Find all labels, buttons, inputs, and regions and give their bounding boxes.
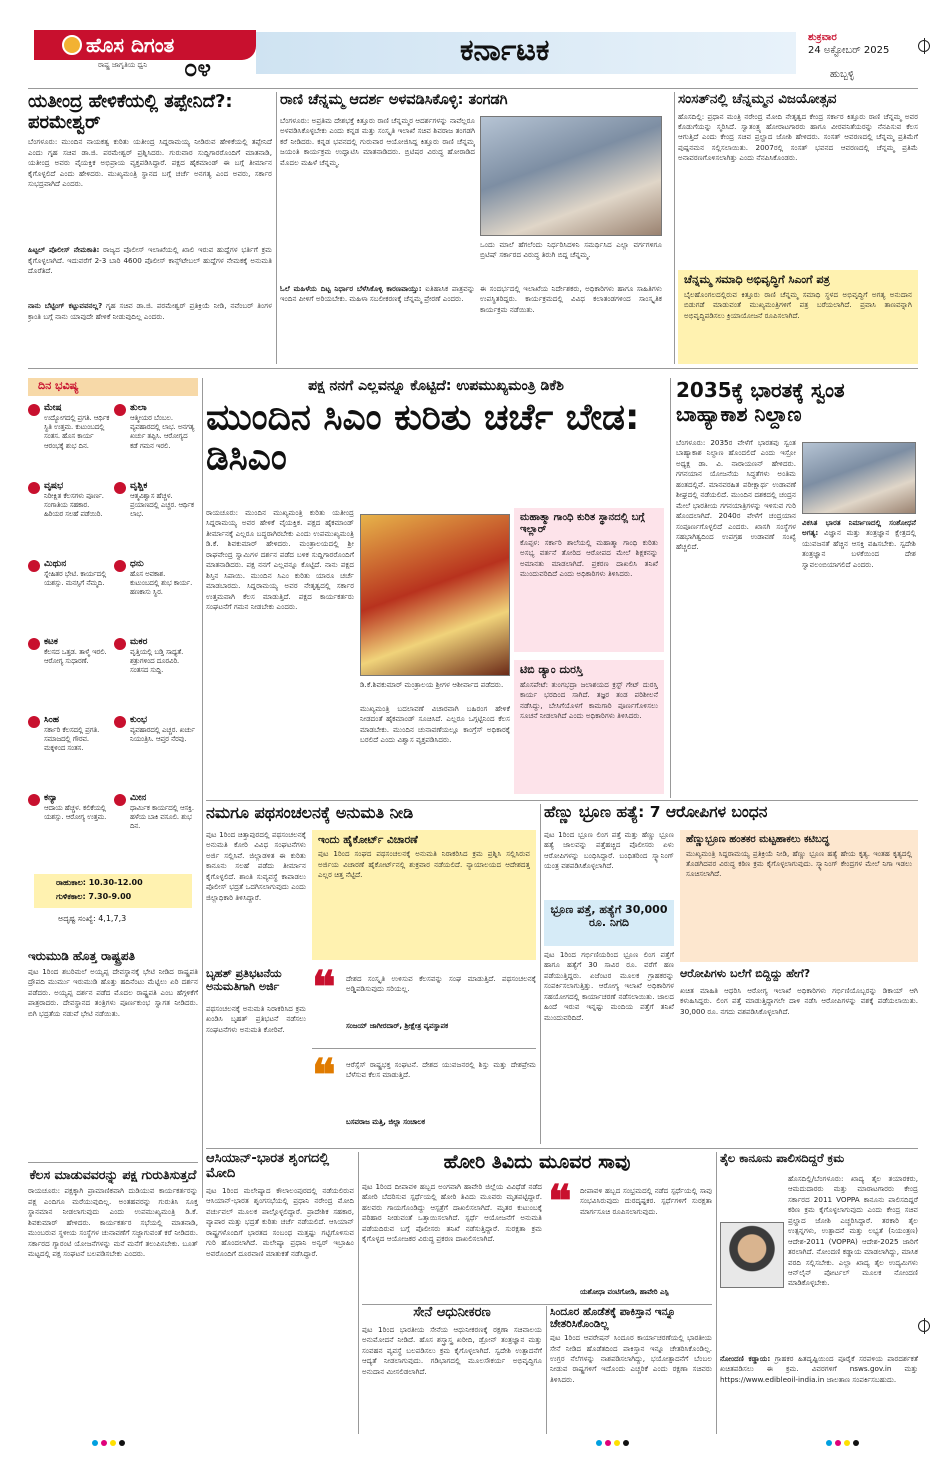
masthead <box>20 28 925 88</box>
article-body: ಬೈಲಹೊಂಗಲದಲ್ಲಿರುವ ಕಿತ್ತೂರು ರಾಣಿ ಚೆನ್ನಮ್ಮ ಸಮಾಧಿ ಸ್ಥಳದ ಅಭಿವೃದ್ಧಿಗೆ ಅಗತ್ಯ ಅನುದಾನ ಬಿಡುಗಡೆ ಮಾಡುವಂತೆ ಮುಖ್ಯಮಂತ್ರಿಗಳಿಗೆ ಪತ್ರ ಬರೆಯಲಾಗಿದೆ. ಪ್ರವಾಸಿ ತಾಣವನ್ನಾಗಿ ಅಭಿವೃದ್ಧಿಪಡಿಸಲು ಕ್ರಿಯಾಯೋಜನೆ ರೂಪಿಸಲಾಗಿದೆ. <box>684 289 912 320</box>
zodiac-text: ಆದಾಯ ಹೆಚ್ಚಳ. ಕಲಿಕೆಯಲ್ಲಿ ಯಶಸ್ಸು. ಆರೋಗ್ಯ ಉತ್ತಮ. <box>44 804 107 822</box>
zodiac-sign <box>114 558 196 632</box>
article-body: ಪುಟ 1ರಿಂದ ಸಂಘದ ಪಥಸಂಚಲನಕ್ಕೆ ಅನುಮತಿ ನಿರಾಕರಿಸಿದ ಕ್ರಮ ಪ್ರಶ್ನಿಸಿ ಸಲ್ಲಿಸಿರುವ ಅರ್ಜಿಯ ವಿಚಾರಣೆ ಹೈಕೋರ್ಟ್‌ನಲ್ಲಿ ಶುಕ್ರವಾರ ನಡೆಯಲಿದೆ. ನ್ಯಾಯಾಲಯದ ಆದೇಶದತ್ತ ಎಲ್ಲರ ಚಿತ್ತ ನೆಟ್ಟಿದೆ. <box>318 849 530 879</box>
article-body: ಹೊಸದಿಲ್ಲಿ: ಪ್ರಧಾನ ಮಂತ್ರಿ ನರೇಂದ್ರ ಮೋದಿ ನೇತೃತ್ವದ ಕೇಂದ್ರ ಸರ್ಕಾರ ಕಿತ್ತೂರು ರಾಣಿ ಚೆನ್ನಮ್ಮ ಅವರ ಕೊಡುಗೆಯನ್ನು ಸ್ಮರಿಸಿದೆ. ಸ್ವಾತಂತ್ರ್ಯ ಹೋರಾಟಗಾರರು ಹಾಗೂ ವೀರವನಿತೆಯರನ್ನು ನೆನಪಿಸುವ ಕೆಲಸ ಆಗುತ್ತಿದೆ ಎಂದು ಕೇಂದ್ರ ಸಚಿವ ಪ್ರಲ್ಹಾದ ಜೋಶಿ ಹೇಳಿದರು. ಸಂಸತ್ ಆವರಣದಲ್ಲಿ ಚೆನ್ನಮ್ಮ ಪ್ರತಿಮೆಗೆ ಪುಷ್ಪನಮನ ಸಲ್ಲಿಸಲಾಯಿತು. 2007ರಲ್ಲಿ ಸಂಸತ್ ಭವನದ ಆವರಣದಲ್ಲಿ ಚೆನ್ನಮ್ಮ ಪ್ರತಿಮೆ ಅನಾವರಣಗೊಳಿಸಲಾಗಿತ್ತು ಎಂದು ನೆನಪಿಸಿಕೊಂಡರು. <box>678 111 918 163</box>
quote: ದೇಶದ ಸಂಸ್ಕೃತಿ ಉಳಿಸುವ ಕೆಲಸವನ್ನು ಸಂಘ ಮಾಡುತ್ತಿದೆ. ಪಥಸಂಚಲನಕ್ಕೆ ಅಡ್ಡಿಪಡಿಸುವುದು ಸರಿಯಲ್ಲ. <box>346 974 536 994</box>
photo-caption: ಡಿ.ಕೆ.ಶಿವಕುಮಾರ್ ಮಂತ್ರಾಲಯ ಶ್ರೀಗಳ ಆಶೀರ್ವಾದ ಪಡೆದರು. <box>360 680 504 689</box>
article-body: ಕೊಪ್ಪಳ: ಸರ್ಕಾರಿ ಶಾಲೆಯಲ್ಲಿ ಮಹಾತ್ಮಾ ಗಾಂಧಿ ಕುರಿತು ಅಸಭ್ಯ ವರ್ತನೆ ತೋರಿದ ಆರೋಪದ ಮೇಲೆ ಶಿಕ್ಷಕನನ್ನು ಅಮಾನತು ಮಾಡಲಾಗಿದೆ. ಪ್ರಕರಣ ದಾಖಲಿಸಿ ತನಿಖೆ ಮುಂದುವರಿದಿದೆ ಎಂದು ಅಧಿಕಾರಿಗಳು ತಿಳಿಸಿದರು. <box>520 538 658 579</box>
zodiac-name: ಕುಂಭ <box>130 715 148 725</box>
zodiac-text: ಕೆಲಸದ ಒತ್ತಡ. ತಾಳ್ಮೆ ಇರಲಿ. ಆರೋಗ್ಯ ಸುಧಾರಣೆ. <box>44 648 107 666</box>
article-body: ಮುಖ್ಯಮಂತ್ರಿ ಬದಲಾವಣೆ ವಿಚಾರವಾಗಿ ಬಹಿರಂಗ ಹೇಳಿಕೆ ನೀಡದಂತೆ ಹೈಕಮಾಂಡ್ ಸೂಚಿಸಿದೆ. ಎಲ್ಲರೂ ಒಗ್ಗಟ್ಟಿನಿಂದ ಕೆಲಸ ಮಾಡಬೇಕು. ಮುಂದಿನ ಚುನಾವಣೆಯಲ್ಲೂ ಕಾಂಗ್ರೆಸ್ ಅಧಿಕಾರಕ್ಕೆ ಬರಲಿದೆ ಎಂದು ವಿಶ್ವಾಸ ವ್ಯಕ್ತಪಡಿಸಿದರು. <box>360 704 510 745</box>
zodiac-text: ವೃತ್ತಿಯಲ್ಲಿ ಬಡ್ತಿ ಸಾಧ್ಯತೆ. ಶತ್ರುಗಳಿಂದ ದೂರವಿರಿ. ಸಂತಸದ ಸುದ್ದಿ. <box>130 648 184 675</box>
article-bull <box>362 1152 712 1302</box>
weekday: ಶುಕ್ರವಾರ <box>808 32 837 43</box>
article-march <box>206 804 536 1144</box>
article-workers <box>28 1168 198 1433</box>
logo-tagline: ರಾಷ್ಟ್ರ ಜಾಗೃತಿಯ ಧ್ವನಿ <box>98 61 148 69</box>
headline: ಕೆಲಸ ಮಾಡುವವರನ್ನು ಪಕ್ಷ ಗುರುತಿಸುತ್ತದೆ <box>29 1167 197 1182</box>
headline: ಭ್ರೂಣ ಪತ್ತೆ, ಹತ್ಯೆಗೆ 30,000 ರೂ. ನಿಗದಿ <box>550 903 668 929</box>
headline: ಇಂದು ಹೈಕೋರ್ಟ್ ವಿಚಾರಣೆ <box>318 834 418 846</box>
zodiac-text: ವ್ಯವಹಾರದಲ್ಲಿ ಎಚ್ಚರ. ಖರ್ಚು ನಿಯಂತ್ರಿಸಿ. ಆಪ್ತರ ನೆರವು. <box>130 726 195 744</box>
box-highcourt <box>312 830 536 960</box>
article-parameshwar <box>28 92 272 362</box>
section-title: ಕರ್ನಾಟಕ <box>460 33 550 68</box>
zodiac-sign <box>114 636 196 710</box>
article-body: ಮುಖ್ಯಮಂತ್ರಿ ಸಿದ್ದರಾಮಯ್ಯ ಪ್ರತಿಕ್ರಿಯೆ ನೀಡಿ, ಹೆಣ್ಣು ಭ್ರೂಣ ಹತ್ಯೆ ಹೇಯ ಕೃತ್ಯ. ಇಂತಹ ಕೃತ್ಯದಲ್ಲಿ ತೊಡಗಿದವರ ವಿರುದ್ಧ ಕಠಿಣ ಕ್ರಮ ಕೈಗೊಳ್ಳಲಾಗುವುದು. ಸ್ಕ್ಯಾನಿಂಗ್ ಕೇಂದ್ರಗಳ ಮೇಲೆ ನಿಗಾ ಇಡಲು ಸೂಚಿಸಲಾಗಿದೆ. <box>686 848 912 879</box>
zodiac-text: ಸರ್ಕಾರಿ ಕೆಲಸದಲ್ಲಿ ಪ್ರಗತಿ. ಸಮಾಜದಲ್ಲಿ ಗೌರವ. ಮಕ್ಕಳಿಂದ ಸಂತಸ. <box>44 726 100 753</box>
headline: ಸಿಂದೂರ ಹೊಡೆತಕ್ಕೆ ಪಾಕಿಸ್ತಾನ ಇನ್ನೂ ಚೇತರಿಸಿಕೊಂಡಿಲ್ಲ <box>550 1306 676 1331</box>
zodiac-text: ಸ್ನೇಹಿತರ ಭೇಟಿ. ಕಾರ್ಯದಲ್ಲಿ ಯಶಸ್ಸು. ಮನಸ್ಸಿಗೆ ನೆಮ್ಮದಿ. <box>44 570 107 588</box>
zodiac-sign <box>114 714 196 788</box>
color-dots <box>826 1440 859 1446</box>
box-gandhi <box>514 508 664 652</box>
zodiac-sign <box>114 402 196 476</box>
article-body: ಪುಟ 1ರಿಂದ ಆಪರೇಷನ್ ಸಿಂದೂರ ಕಾರ್ಯಾಚರಣೆಯಲ್ಲಿ ಭಾರತೀಯ ಸೇನೆ ನೀಡಿದ ಹೊಡೆತದಿಂದ ಪಾಕಿಸ್ತಾನ ಇನ್ನೂ ಚೇತರಿಸಿಕೊಂಡಿಲ್ಲ. ಉಗ್ರರ ನೆಲೆಗಳನ್ನು ನಾಶಪಡಿಸಲಾಗಿದ್ದು, ಭಯೋತ್ಪಾದನೆಗೆ ಬೆಂಬಲ ನೀಡುವ ರಾಷ್ಟ್ರಗಳಿಗೆ ಇದೊಂದು ಎಚ್ಚರಿಕೆ ಎಂದು ರಕ್ಷಣಾ ಸಚಿವರು ತಿಳಿಸಿದರು. <box>550 1333 712 1384</box>
headline: ಸಂಸತ್‌ನಲ್ಲಿ ಚೆನ್ನಮ್ಮನ ವಿಜಯೋತ್ಸವ <box>678 91 837 107</box>
subhead: ವಿಕಸಿತ ಭಾರತ ನಿರ್ಮಾಣದಲ್ಲಿ ಸಂಶೋಧನೆ ಅಗತ್ಯ: <box>802 518 916 538</box>
zodiac-name: ಧನು <box>130 559 144 569</box>
city: ಹುಬ್ಬಳ್ಳಿ <box>830 69 855 80</box>
article-body: ರಾಯಚೂರು: ಮುಂದಿನ ಮುಖ್ಯಮಂತ್ರಿ ಕುರಿತು ಯತೀಂದ್ರ ಸಿದ್ದರಾಮಯ್ಯ ಅವರ ಹೇಳಿಕೆ ವೈಯಕ್ತಿಕ. ಪಕ್ಷದ ಹೈಕಮಾಂಡ್ ತೀರ್ಮಾನಕ್ಕೆ ಎಲ್ಲರೂ ಬದ್ಧರಾಗಿರಬೇಕು ಎಂದು ಉಪಮುಖ್ಯಮಂತ್ರಿ ಡಿ.ಕೆ. ಶಿವಕುಮಾರ್ ಹೇಳಿದರು. ಮಂತ್ರಾಲಯದಲ್ಲಿ ಶ್ರೀ ರಾಘವೇಂದ್ರ ಸ್ವಾಮಿಗಳ ದರ್ಶನ ಪಡೆದ ಬಳಿಕ ಸುದ್ದಿಗಾರರೊಂದಿಗೆ ಮಾತನಾಡಿದರು. ಪಕ್ಷ ನನಗೆ ಎಲ್ಲವನ್ನೂ ಕೊಟ್ಟಿದೆ. ನಾನು ಪಕ್ಷದ ಶಿಸ್ತಿನ ಸಿಪಾಯಿ. ಮುಂದಿನ ಸಿಎಂ ಕುರಿತು ಯಾರೂ ಚರ್ಚೆ ಮಾಡಬಾರದು. ಸಿದ್ದರಾಮಯ್ಯ ಅವರ ನೇತೃತ್ವದಲ್ಲಿ ಸರ್ಕಾರ ಉತ್ತಮವಾಗಿ ಕೆಲಸ ಮಾಡುತ್ತಿದೆ. ಪಕ್ಷದ ಕಾರ್ಯಕರ್ತರು ಸಂಘಟನೆಗೆ ಗಮನ ನೀಡಬೇಕು ಎಂದರು. <box>206 508 354 611</box>
article-body: ಖಚಿತ ಮಾಹಿತಿ ಆಧರಿಸಿ ಆರೋಗ್ಯ ಇಲಾಖೆ ಅಧಿಕಾರಿಗಳು ಗರ್ಭಿಣಿಯೊಬ್ಬರನ್ನು ಡಿಕಾಯ್ ಆಗಿ ಕಳುಹಿಸಿದ್ದರು. ಲಿಂಗ ಪತ್ತೆ ಮಾಡುತ್ತಿದ್ದಾಗಲೇ ದಾಳಿ ನಡೆಸಿ ಆರೋಪಿಗಳನ್ನು ವಶಕ್ಕೆ ಪಡೆಯಲಾಯಿತು. 30,000 ರೂ. ನಗದು ವಶಪಡಿಸಿಕೊಳ್ಳಲಾಗಿದೆ. <box>680 986 918 1016</box>
zodiac-name: ಕನ್ಯಾ <box>44 793 58 803</box>
headline: ಹೆಣ್ಣುಭ್ರೂಣ ಹಂತಕರ ಮಟ್ಟಹಾಕಲು ಕಟಿಬದ್ಧ <box>686 834 830 845</box>
article-sindoor <box>550 1306 712 1434</box>
zodiac-sign <box>114 792 196 866</box>
article-parliament <box>678 92 918 267</box>
horoscope-title: ದಿನ ಭವಿಷ್ಯ <box>38 379 79 392</box>
article-body: ಬೆಂಗಳೂರು: ಮುಂದಿನ ನಾಯಕತ್ವ ಕುರಿತು ಯತೀಂದ್ರ ಸಿದ್ದರಾಮಯ್ಯ ನೀಡಿರುವ ಹೇಳಿಕೆಯಲ್ಲಿ ತಪ್ಪೇನಿದೆ ಎಂದು ಗೃಹ ಸಚಿವ ಡಾ.ಜಿ. ಪರಮೇಶ್ವರ್ ಪ್ರಶ್ನಿಸಿದರು. ಗುರುವಾರ ಸುದ್ದಿಗಾರರೊಂದಿಗೆ ಮಾತನಾಡಿ, ಯತೀಂದ್ರ ಅವರು ವೈಯಕ್ತಿಕ ಅಭಿಪ್ರಾಯ ವ್ಯಕ್ತಪಡಿಸಿದ್ದಾರೆ. ಪಕ್ಷದ ಹೈಕಮಾಂಡ್ ಈ ಬಗ್ಗೆ ತೀರ್ಮಾನ ಕೈಗೊಳ್ಳಲಿದೆ ಎಂದು ಹೇಳಿದರು. ಮುಖ್ಯಮಂತ್ರಿ ಸ್ಥಾನದ ಬಗ್ಗೆ ಚರ್ಚೆ ಅನಗತ್ಯ ಎಂದ ಅವರು, ಸರ್ಕಾರ ಸುಭದ್ರವಾಗಿದೆ ಎಂದರು. <box>28 137 272 189</box>
zodiac-text: ಆತ್ಮೀಯರ ಬೆಂಬಲ. ವ್ಯವಹಾರದಲ್ಲಿ ಲಾಭ. ಅನಗತ್ಯ ಖರ್ಚು ತಪ್ಪಿಸಿ. ಆರೋಗ್ಯದ ಕಡೆ ಗಮನ ಇರಲಿ. <box>130 414 195 450</box>
zodiac-icon <box>114 404 126 416</box>
box-price <box>544 900 674 946</box>
logo-text: ಹೊಸ ದಿಗಂತ <box>86 33 175 57</box>
article-body: ಪುಟ 1ರಿಂದ ಭ್ರೂಣ ಲಿಂಗ ಪತ್ತೆ ಮತ್ತು ಹೆಣ್ಣು ಭ್ರೂಣ ಹತ್ಯೆ ಜಾಲವನ್ನು ಪತ್ತೆಹಚ್ಚಿದ ಪೊಲೀಸರು ಏಳು ಆರೋಪಿಗಳನ್ನು ಬಂಧಿಸಿದ್ದಾರೆ. ಬಂಧಿತರಿಂದ ಸ್ಕ್ಯಾನಿಂಗ್ ಯಂತ್ರ ವಶಪಡಿಸಿಕೊಳ್ಳಲಾಗಿದೆ. <box>544 830 674 871</box>
quote: ಆರೆಸ್ಸೆಸ್ ರಾಷ್ಟ್ರಭಕ್ತ ಸಂಘಟನೆ. ದೇಶದ ಯುವಜನರಲ್ಲಿ ಶಿಸ್ತು ಮತ್ತು ದೇಶಪ್ರೇಮ ಬೆಳೆಸುವ ಕೆಲಸ ಮಾಡುತ್ತಿದೆ. <box>346 1060 536 1080</box>
zodiac-sign <box>28 714 110 788</box>
article-oil <box>720 1152 918 1434</box>
chennamma-photo <box>480 116 662 236</box>
article-dcm <box>206 378 666 796</box>
article-body: ಹೊಸಪೇಟೆ: ತುಂಗಭದ್ರಾ ಜಲಾಶಯದ ಕ್ರಸ್ಟ್ ಗೇಟ್ ದುರಸ್ತಿ ಕಾರ್ಯ ಭರದಿಂದ ಸಾಗಿದೆ. ತಜ್ಞರ ತಂಡ ಪರಿಶೀಲನೆ ನಡೆಸಿದ್ದು, ಬೇಸಿಗೆಯೊಳಗೆ ಕಾಮಗಾರಿ ಪೂರ್ಣಗೊಳಿಸಲು ಸೂಚನೆ ನೀಡಲಾಗಿದೆ ಎಂದು ಅಧಿಕಾರಿಗಳು ತಿಳಿಸಿದರು. <box>520 679 658 720</box>
zodiac-text: ಧಾರ್ಮಿಕ ಕಾರ್ಯದಲ್ಲಿ ಆಸಕ್ತಿ. ಹಳೆಯ ಬಾಕಿ ವಸೂಲಿ. ಶುಭ ದಿನ. <box>130 804 194 831</box>
zodiac-sign <box>28 636 110 710</box>
article-body: ಈ ಸಂದರ್ಭದಲ್ಲಿ ಇಲಾಖೆಯ ನಿರ್ದೇಶಕರು, ಅಧಿಕಾರಿಗಳು ಹಾಗೂ ಸಾಹಿತಿಗಳು ಉಪಸ್ಥಿತರಿದ್ದರು. ಕಾರ್ಯಕ್ರಮದಲ್ಲಿ ವಿವಿಧ ಕಲಾತಂಡಗಳಿಂದ ಸಾಂಸ್ಕೃತಿಕ ಕಾರ್ಯಕ್ರಮ ನಡೆಯಿತು. <box>480 284 662 314</box>
article-body: ಪುಟ 1ರಿಂದ ಶಬರಿಮಲೆ ಅಯ್ಯಪ್ಪ ದೇವಸ್ಥಾನಕ್ಕೆ ಭೇಟಿ ನೀಡಿದ ರಾಷ್ಟ್ರಪತಿ ದ್ರೌಪದಿ ಮುರ್ಮು ಇರುಮುಡಿ ಹೊತ್ತು ಹದಿನೆಂಟು ಮೆಟ್ಟಿಲು ಏರಿ ದರ್ಶನ ಪಡೆದರು. ಅಯ್ಯಪ್ಪ ದರ್ಶನ ಪಡೆದ ಮೊದಲ ರಾಷ್ಟ್ರಪತಿ ಎಂಬ ಹೆಗ್ಗಳಿಕೆಗೆ ಪಾತ್ರರಾದರು. ದೇವಸ್ಥಾನದ ತಂತ್ರಿಗಳು ಪೂರ್ಣಕುಂಭ ಸ್ವಾಗತ ನೀಡಿದರು. ಬಿಗಿ ಭದ್ರತೆಯ ನಡುವೆ ಭೇಟಿ ನಡೆಯಿತು. <box>28 966 198 1018</box>
zodiac-icon <box>28 404 40 416</box>
quote: ದೀಪಾವಳಿ ಹಬ್ಬದ ಸಂಭ್ರಮದಲ್ಲಿ ನಡೆದ ಸ್ಪರ್ಧೆಯಲ್ಲಿ ಸಾವು ಸಂಭವಿಸಿರುವುದು ದುರದೃಷ್ಟಕರ. ಸ್ಪರ್ಧೆಗಳಿಗೆ ಸುರಕ್ಷತಾ ಮಾರ್ಗಸೂಚಿ ರೂಪಿಸಲಾಗುವುದು. <box>580 1186 712 1216</box>
box-tb-dam <box>514 660 664 794</box>
article-asean <box>206 1152 354 1434</box>
zodiac-icon <box>114 482 126 494</box>
article-irumudi <box>28 950 198 1070</box>
zodiac-sign <box>28 402 110 476</box>
quote-mark-icon: ❝ <box>312 962 336 1013</box>
rahukala: ರಾಹುಕಾಲ: 10.30-12.00 <box>56 878 143 887</box>
logo <box>34 30 256 82</box>
lucky-numbers: ಅದೃಷ್ಟ ಸಂಖ್ಯೆ: 4,1,7,3 <box>58 914 127 923</box>
zodiac-name: ಮಿಥುನ <box>44 559 67 569</box>
article-space <box>676 378 918 796</box>
photo-caption: ಒಂದು ಮಾಲೆ ಹೆಗಲೆಂದು ನಿರ್ಧರಿಸಿದಳಿನಿ ಸಮರ್ಥಿಸಿದ ಎಲ್ಲಾ ವರ್ಗಗಳಿಗೂ ಬ್ರಿಟಿಷ್ ಸರ್ಕಾರದ ವಿರುದ್ಧ ತಿರುಗಿ ಬಿದ್ದ ಚೆನ್ನಮ್ಮ. <box>480 240 662 260</box>
horoscope-panel <box>28 378 198 946</box>
zodiac-name: ಸಿಂಹ <box>44 715 60 725</box>
article-body: ಪುಟ 1ರಿಂದ ಗರ್ಭಿಣಿಯರಿಂದ ಭ್ರೂಣ ಲಿಂಗ ಪತ್ತೆಗೆ ಹಾಗೂ ಹತ್ಯೆಗೆ 30 ಸಾವಿರ ರೂ. ವರೆಗೆ ಹಣ ಪಡೆಯುತ್ತಿದ್ದರು. ಏಜೆಂಟರ ಮೂಲಕ ಗ್ರಾಹಕರನ್ನು ಸಂಪರ್ಕಿಸಲಾಗುತ್ತಿತ್ತು. ಆರೋಗ್ಯ ಇಲಾಖೆ ಅಧಿಕಾರಿಗಳ ಸಹಯೋಗದಲ್ಲಿ ಕಾರ್ಯಾಚರಣೆ ನಡೆಸಲಾಯಿತು. ಜಾಲದ ಹಿಂದೆ ಇರುವ ಇನ್ನಷ್ಟು ಮಂದಿಯ ಪತ್ತೆಗೆ ತನಿಖೆ ಮುಂದುವರಿದಿದೆ. <box>544 950 674 1022</box>
zodiac-text: ಉದ್ಯೋಗದಲ್ಲಿ ಪ್ರಗತಿ. ಆರ್ಥಿಕ ಸ್ಥಿತಿ ಉತ್ತಮ. ಕುಟುಂಬದಲ್ಲಿ ಸಂತಸ. ಹೊಸ ಕಾರ್ಯ ಆರಂಭಕ್ಕೆ ಶುಭ ದಿನ. <box>44 414 110 450</box>
zodiac-name: ಮೀನ <box>130 793 147 803</box>
headline: ಹೋರಿ ತಿವಿದು ಮೂವರ ಸಾವು <box>443 1151 631 1173</box>
zodiac-text: ನಿರೀಕ್ಷಿತ ಕೆಲಸಗಳು ಪೂರ್ಣ. ಸಂಗಾತಿಯ ಸಹಕಾರ. ಹಿರಿಯರ ಸಲಹೆ ಪಡೆಯಿರಿ. <box>44 492 104 519</box>
quote-author: ಬಸವರಾಜ ಮತ್ತಿ, ಜಿಲ್ಲಾ ಸಂಚಾಲಕ <box>346 1118 426 1126</box>
article-army <box>362 1306 542 1434</box>
article-chennamma <box>280 92 670 364</box>
zodiac-icon <box>28 638 40 650</box>
quote-mark-icon: ❝ <box>548 1176 572 1227</box>
subhead-body: ಗೃಹ ಸಚಿವ ಡಾ.ಜಿ. ಪರಮೇಶ್ವರ್ ಪ್ರತಿಕ್ರಿಯೆ ನೀಡಿ, ನವೆಂಬರ್ ತಿಂಗಳ ಕ್ರಾಂತಿ ಬಗ್ಗೆ ನಾನು ಯಾವುದೇ ಹೇಳಿಕೆ ನೀಡುವುದಿಲ್ಲ ಎಂದರು. <box>28 301 272 321</box>
headline: ಇರುಮುಡಿ ಹೊತ್ತ ರಾಷ್ಟ್ರಪತಿ <box>28 949 135 963</box>
quote-author: ಸಂಜಯ್ ಜಾಗೀರದಾರ್, ಶ್ರೀಕ್ಷೇತ್ರ ವ್ಯವಸ್ಥಾಪಕ <box>346 1022 449 1030</box>
subhead-body: ಗ್ರಾಹಕರ ಹಿತದೃಷ್ಟಿಯಿಂದ ಪೂರೈಕೆ ಸರಪಳಿಯ ಪಾರದರ್ಶಕತೆ ಖಚಿತಪಡಿಸಲು ಈ ಕ್ರಮ. ವಿವರಗಳಿಗೆ nsws.gov.in ಮತ್ತು https://www.edibleoil-india.in ಜಾಲತಾಣ ಸಂಪರ್ಕಿಸಬಹುದು. <box>720 1354 918 1384</box>
subhead: ಓಲೆ ಮಹಿಳೆಯ ದಿಟ್ಟ ನಿರ್ಧಾರ ಬೆಳೆಸಿಕೊಳ್ಳಿ ಕಾರಣವಾಯ್ತು: <box>280 284 422 293</box>
zodiac-sign <box>28 558 110 632</box>
zodiac-icon <box>114 638 126 650</box>
zodiac-name: ಕಟಕ <box>44 637 58 647</box>
headline: 2035ಕ್ಕೆ ಭಾರತಕ್ಕೆ ಸ್ವಂತ ಬಾಹ್ಯಾಕಾಶ ನಿಲ್ದಾಣ <box>676 378 845 426</box>
subhead-body: ಐತಿಹಾಸಿಕ ಪಾತ್ರವನ್ನು ಇಂದಿನ ಪೀಳಿಗೆ ಅರಿಯಬೇಕು. ಮಹಿಳಾ ಸಬಲೀಕರಣಕ್ಕೆ ಚೆನ್ನಮ್ಮ ಪ್ರೇರಣೆ ಎಂದರು. <box>280 284 475 304</box>
article-body: ಹೊಸದಿಲ್ಲಿ/ಬೆಂಗಳೂರು: ಖಾದ್ಯ ತೈಲ ತಯಾರಕರು, ಆಮದುದಾರರು ಮತ್ತು ಮಾರಾಟಗಾರರು ಕೇಂದ್ರ ಸರ್ಕಾರದ 2011 VOPPA ಕಾನೂನು ಪಾಲಿಸದಿದ್ದರೆ ಕಠಿಣ ಕ್ರಮ ಕೈಗೊಳ್ಳಲಾಗುವುದು ಎಂದು ಕೇಂದ್ರ ಸಚಿವ ಪ್ರಲ್ಹಾದ ಜೋಶಿ ಎಚ್ಚರಿಸಿದ್ದಾರೆ. ತರಕಾರಿ ತೈಲ ಉತ್ಪನ್ನಗಳು, ಉತ್ಪಾದನೆ ಮತ್ತು ಲಭ್ಯತೆ (ನಿಯಂತ್ರಣ) ಆದೇಶ-2011 (VOPPA) ಆದೇಶ-2025 ಜಾರಿಗೆ ತರಲಾಗಿದೆ. ನೋಂದಣಿ ಕಡ್ಡಾಯ ಮಾಡಲಾಗಿದ್ದು, ಮಾಸಿಕ ವರದಿ ಸಲ್ಲಿಸಬೇಕು. ಎಲ್ಲಾ ಖಾದ್ಯ ತೈಲ ಉದ್ಯಮಿಗಳು ಆನ್‌ಲೈನ್ ಪೋರ್ಟಲ್ ಮೂಲಕ ನೋಂದಣಿ ಮಾಡಿಕೊಳ್ಳಬೇಕು. <box>788 1174 918 1288</box>
quote-mark-icon: ❝ <box>312 1050 336 1101</box>
logo-emblem-icon <box>62 35 82 55</box>
subheadline: ಆರೋಪಿಗಳು ಬಲೆಗೆ ಬಿದ್ದಿದ್ದು ಹೇಗೆ? <box>680 967 811 980</box>
zodiac-icon <box>28 482 40 494</box>
zodiac-name: ತುಲಾ <box>130 403 147 413</box>
subheadline: ಬೃಹತ್ ಪ್ರತಿಭಟನೆಯ ಅನುಮತಿಗಾಗಿ ಅರ್ಜಿ <box>206 967 282 993</box>
headline: ಮಹಾತ್ಮಾ ಗಾಂಧಿ ಕುರಿತ ಸ್ಥಾನದಲ್ಲಿ ಬಗ್ಗೆ ಇಲ್ಲಾರ್ <box>520 512 645 535</box>
article-body: ಪುಟ 1ರಿಂದ ದೀಪಾವಳಿ ಹಬ್ಬದ ಅಂಗವಾಗಿ ಹಾವೇರಿ ಜಿಲ್ಲೆಯ ವಿವಿಧೆಡೆ ನಡೆದ ಹೋರಿ ಬೆದರಿಸುವ ಸ್ಪರ್ಧೆಯಲ್ಲಿ ಹೋರಿ ತಿವಿದು ಮೂವರು ಮೃತಪಟ್ಟಿದ್ದಾರೆ. ಹಲವರು ಗಾಯಗೊಂಡಿದ್ದು ಆಸ್ಪತ್ರೆಗೆ ದಾಖಲಿಸಲಾಗಿದೆ. ಮೃತರ ಕುಟುಂಬಕ್ಕೆ ಪರಿಹಾರ ನೀಡುವಂತೆ ಒತ್ತಾಯಿಸಲಾಗಿದೆ. ಸ್ಪರ್ಧೆ ಆಯೋಜನೆಗೆ ಅನುಮತಿ ಪಡೆಯದಿರುವ ಬಗ್ಗೆ ಪೊಲೀಸರು ತನಿಖೆ ನಡೆಸುತ್ತಿದ್ದಾರೆ. ಸುರಕ್ಷತಾ ಕ್ರಮ ಕೈಗೊಳ್ಳದ ಆಯೋಜಕರ ವಿರುದ್ಧ ಪ್ರಕರಣ ದಾಖಲಿಸಲಾಗಿದೆ. <box>362 1182 542 1244</box>
zodiac-text: ಹೊಸ ಅವಕಾಶ. ಕುಟುಂಬದಲ್ಲಿ ಶುಭ ಕಾರ್ಯ. ಹಣಕಾಸು ಸ್ಥಿರ. <box>130 570 193 597</box>
headline: ನಮಗೂ ಪಥಸಂಚಲನಕ್ಕೆ ಅನುಮತಿ ನೀಡಿ <box>206 803 414 822</box>
article-body: ಬೆಂಗಳೂರು: 2035ರ ವೇಳೆಗೆ ಭಾರತವು ಸ್ವಂತ ಬಾಹ್ಯಾಕಾಶ ನಿಲ್ದಾಣ ಹೊಂದಲಿದೆ ಎಂದು ಇಸ್ರೋ ಅಧ್ಯಕ್ಷ ಡಾ. ವಿ. ನಾರಾಯಣನ್ ಹೇಳಿದರು. ಗಗನಯಾನ ಯೋಜನೆಯ ಸಿದ್ಧತೆಗಳು ಅಂತಿಮ ಹಂತದಲ್ಲಿವೆ. ಮಾನವರಹಿತ ಪರೀಕ್ಷಾರ್ಥ ಉಡಾವಣೆ ಶೀಘ್ರದಲ್ಲಿ ನಡೆಯಲಿದೆ. ಮುಂದಿನ ದಶಕದಲ್ಲಿ ಚಂದ್ರನ ಮೇಲೆ ಭಾರತೀಯ ಗಗನಯಾತ್ರಿಗಳನ್ನು ಇಳಿಸುವ ಗುರಿ ಹೊಂದಲಾಗಿದೆ. 2040ರ ವೇಳೆಗೆ ಚಂದ್ರಯಾನ ಸಂಪೂರ್ಣಗೊಳ್ಳಲಿದೆ ಎಂದರು. ಖಾಸಗಿ ಸಂಸ್ಥೆಗಳ ಸಹಭಾಗಿತ್ವದಿಂದ ಉಪಗ್ರಹ ಉಡಾವಣೆ ಸಂಖ್ಯೆ ಹೆಚ್ಚಲಿದೆ. <box>676 438 796 552</box>
subhead-body: ರಾಜ್ಯದ ಪೊಲೀಸ್ ಇಲಾಖೆಯಲ್ಲಿ ಖಾಲಿ ಇರುವ ಹುದ್ದೆಗಳ ಭರ್ತಿಗೆ ಕ್ರಮ ಕೈಗೊಳ್ಳಲಾಗಿದೆ. ಇದುವರೆಗೆ 2-3 ಬಾರಿ 4600 ಪೊಲೀಸ್ ಕಾನ್ಸ್‌ಟೇಬಲ್ ಹುದ್ದೆಗಳ ನೇಮಕಕ್ಕೆ ಅನುಮತಿ ದೊರೆತಿದೆ. <box>28 245 272 276</box>
zodiac-name: ಮೇಷ <box>44 403 62 413</box>
zodiac-sign <box>28 480 110 554</box>
zodiac-grid <box>28 402 198 870</box>
quote-author: ಯಶೋಧಾ ವಂಟಿಗೋಡಿ, ಹಾವೇರಿ ಎಸ್ಪಿ <box>580 1288 669 1296</box>
article-body: ಪುಟ 1ರಿಂದ ಭಾರತೀಯ ಸೇನೆಯ ಆಧುನೀಕರಣಕ್ಕೆ ರಕ್ಷಣಾ ಸಚಿವಾಲಯ ಅನುಮೋದನೆ ನೀಡಿದೆ. ಹೊಸ ಶಸ್ತ್ರಾಸ್ತ್ರ ಖರೀದಿ, ಡ್ರೋನ್ ತಂತ್ರಜ್ಞಾನ ಮತ್ತು ಸಂವಹನ ವ್ಯವಸ್ಥೆ ಬಲಪಡಿಸಲು ಕ್ರಮ ಕೈಗೊಳ್ಳಲಾಗಿದೆ. ಸ್ವದೇಶಿ ಉತ್ಪಾದನೆಗೆ ಆದ್ಯತೆ ನೀಡಲಾಗುವುದು. ಗಡಿಭಾಗದಲ್ಲಿ ಮೂಲಸೌಕರ್ಯ ಅಭಿವೃದ್ಧಿಗೂ ಅನುದಾನ ಮೀಸಲಿಡಲಾಗಿದೆ. <box>362 1324 542 1376</box>
zodiac-text: ಆತ್ಮವಿಶ್ವಾಸ ಹೆಚ್ಚಳ. ಪ್ರಯಾಣದಲ್ಲಿ ಎಚ್ಚರ. ಆರ್ಥಿಕ ಲಾಭ. <box>130 492 194 519</box>
subhead: ನಾನು ಬೆಟ್ಟಿಂಗ್ ಕಟ್ಟುವವನಲ್ಲ? <box>28 301 103 311</box>
zodiac-icon <box>114 560 126 572</box>
headline: ಮುಂದಿನ ಸಿಎಂ ಕುರಿತು ಚರ್ಚೆ ಬೇಡ: ಡಿಸಿಎಂ <box>206 397 640 479</box>
zodiac-name: ವೃಶ್ಚಿಕ <box>130 481 148 491</box>
zodiac-icon <box>114 716 126 728</box>
color-dots <box>596 1440 629 1446</box>
article-body: ಪುಟ 1ರಿಂದ ಚಿತ್ತಾಪುರದಲ್ಲಿ ಪಥಸಂಚಲನಕ್ಕೆ ಅನುಮತಿ ಕೋರಿ ವಿವಿಧ ಸಂಘಟನೆಗಳು ಅರ್ಜಿ ಸಲ್ಲಿಸಿವೆ. ಜಿಲ್ಲಾಡಳಿತ ಈ ಕುರಿತು ಕಾನೂನು ಸಲಹೆ ಪಡೆದು ತೀರ್ಮಾನ ಕೈಗೊಳ್ಳಲಿದೆ. ಶಾಂತಿ ಸುವ್ಯವಸ್ಥೆ ಕಾಪಾಡಲು ಪೊಲೀಸ್ ಭದ್ರತೆ ಒದಗಿಸಲಾಗುವುದು ಎಂದು ಜಿಲ್ಲಾಧಿಕಾರಿ ತಿಳಿಸಿದ್ದಾರೆ. <box>206 830 306 902</box>
color-dots <box>92 1440 125 1446</box>
article-body: ಪುಟ 1ರಿಂದ ಮಲೇಷ್ಯಾದ ಕೌಲಾಲಂಪುರದಲ್ಲಿ ನಡೆಯಲಿರುವ ಆಸಿಯಾನ್-ಭಾರತ ಶೃಂಗಸಭೆಯಲ್ಲಿ ಪ್ರಧಾನಿ ನರೇಂದ್ರ ಮೋದಿ ವರ್ಚುವಲ್ ಮೂಲಕ ಪಾಲ್ಗೊಳ್ಳಲಿದ್ದಾರೆ. ಪ್ರಾದೇಶಿಕ ಸಹಕಾರ, ವ್ಯಾಪಾರ ಮತ್ತು ಭದ್ರತೆ ಕುರಿತು ಚರ್ಚೆ ನಡೆಯಲಿದೆ. ಆಸಿಯಾನ್ ರಾಷ್ಟ್ರಗಳೊಂದಿಗೆ ಭಾರತದ ಸಂಬಂಧ ಮತ್ತಷ್ಟು ಗಟ್ಟಿಗೊಳಿಸುವ ಗುರಿ ಹೊಂದಲಾಗಿದೆ. ಮಲೇಷ್ಯಾ ಪ್ರಧಾನಿ ಅನ್ವರ್ ಇಬ್ರಾಹಿಂ ಅವರೊಂದಿಗೆ ದೂರವಾಣಿ ಮಾತುಕತೆ ನಡೆಸಿದ್ದಾರೆ. <box>206 1185 354 1258</box>
zodiac-icon <box>28 716 40 728</box>
zodiac-icon <box>114 794 126 806</box>
dcm-photo <box>360 514 510 676</box>
headline: ಸೇನೆ ಆಧುನೀಕರಣ <box>413 1305 491 1320</box>
zodiac-icon <box>28 794 40 806</box>
headline: ತೈಲ ಕಾನೂನು ಪಾಲಿಸದಿದ್ದರೆ ಕ್ರಮ <box>720 1151 845 1165</box>
zodiac-name: ವೃಷಭ <box>44 481 64 491</box>
headline: ಚೆನ್ನಮ್ಮ ಸಮಾಧಿ ಅಭಿವೃದ್ಧಿಗೆ ಸಿಎಂಗೆ ಪತ್ರ <box>684 273 830 286</box>
page-number: ೦೪ <box>184 54 211 82</box>
zodiac-icon <box>28 560 40 572</box>
zodiac-sign <box>114 480 196 554</box>
box-samadhi <box>678 270 918 364</box>
subhead-body: ವಿಜ್ಞಾನ ಮತ್ತು ತಂತ್ರಜ್ಞಾನ ಕ್ಷೇತ್ರದಲ್ಲಿ ಯುವಜನತೆ ಹೆಚ್ಚಿನ ಆಸಕ್ತಿ ವಹಿಸಬೇಕು. ಸ್ವದೇಶಿ ತಂತ್ರಜ್ಞಾನ ಬಳಕೆಯಿಂದ ದೇಶ ಸ್ವಾವಲಂಬಿಯಾಗಲಿದೆ ಎಂದರು. <box>802 528 916 569</box>
subhead: ಹಿಟ್ಟಲ್ ಪೊಲೀಸ್ ನೇಮಕಾತಿ: <box>28 245 100 255</box>
oil-minister-photo <box>720 1222 784 1288</box>
article-body: ರಾಯಚೂರು: ಪಕ್ಷಕ್ಕಾಗಿ ಪ್ರಾಮಾಣಿಕವಾಗಿ ದುಡಿಯುವ ಕಾರ್ಯಕರ್ತರನ್ನು ಪಕ್ಷ ಎಂದಿಗೂ ಮರೆಯುವುದಿಲ್ಲ. ಅಂತಹವರನ್ನು ಗುರುತಿಸಿ ಸೂಕ್ತ ಸ್ಥಾನಮಾನ ನೀಡಲಾಗುವುದು ಎಂದು ಉಪಮುಖ್ಯಮಂತ್ರಿ ಡಿ.ಕೆ. ಶಿವಕುಮಾರ್ ಹೇಳಿದರು. ಕಾರ್ಯಕರ್ತರ ಸಭೆಯಲ್ಲಿ ಮಾತನಾಡಿ, ಮುಂಬರುವ ಸ್ಥಳೀಯ ಸಂಸ್ಥೆಗಳ ಚುನಾವಣೆಗೆ ಸಜ್ಜಾಗುವಂತೆ ಕರೆ ನೀಡಿದರು. ಸರ್ಕಾರದ ಗ್ಯಾರಂಟಿ ಯೋಜನೆಗಳನ್ನು ಮನೆ ಮನೆಗೆ ತಲುಪಿಸಬೇಕು. ಬೂತ್ ಮಟ್ಟದಲ್ಲಿ ಪಕ್ಷ ಸಂಘಟನೆ ಬಲಪಡಿಸಬೇಕು ಎಂದರು. <box>28 1186 198 1258</box>
headline: ಆಸಿಯಾನ್-ಭಾರತ ಶೃಂಗದಲ್ಲಿ ಮೋದಿ <box>206 1151 330 1181</box>
space-photo <box>802 442 916 514</box>
article-foeticide <box>544 804 918 1144</box>
kicker: ಪಕ್ಷ ನನಗೆ ಎಲ್ಲವನ್ನೂ ಕೊಟ್ಟಿದೆ: ಉಪಮುಖ್ಯಮಂತ್ರಿ ಡಿಕೆಶಿ <box>308 378 564 394</box>
zodiac-name: ಮಕರ <box>130 637 148 647</box>
registration-mark-icon <box>918 40 930 52</box>
zodiac-sign <box>28 792 110 866</box>
article-body: ಪಥಸಂಚಲನಕ್ಕೆ ಅನುಮತಿ ನಿರಾಕರಿಸಿದ ಕ್ರಮ ಖಂಡಿಸಿ ಬೃಹತ್ ಪ್ರತಿಭಟನೆ ನಡೆಸಲು ಸಂಘಟನೆಗಳು ಅನುಮತಿ ಕೋರಿವೆ. <box>206 1004 306 1034</box>
date: 24 ಅಕ್ಟೋಬರ್ 2025 <box>808 45 890 56</box>
gulikakala: ಗುಳಿಕಕಾಲ: 7.30-9.00 <box>56 892 132 901</box>
headline: ಯತೀಂದ್ರ ಹೇಳಿಕೆಯಲ್ಲಿ ತಪ್ಪೇನಿದೆ?: ಪರಮೇಶ್ವರ್ <box>28 91 233 133</box>
box-cm-reaction <box>680 830 918 962</box>
article-body: ಬೆಂಗಳೂರು: ಅಪ್ರತಿಮ ದೇಶಭಕ್ತೆ ಕಿತ್ತೂರು ರಾಣಿ ಚೆನ್ನಮ್ಮರ ಆದರ್ಶಗಳನ್ನು ನಾವೆಲ್ಲರೂ ಅಳವಡಿಸಿಕೊಳ್ಳಬೇಕು ಎಂದು ಕನ್ನಡ ಮತ್ತು ಸಂಸ್ಕೃತಿ ಇಲಾಖೆ ಸಚಿವ ಶಿವರಾಜ ತಂಗಡಗಿ ಕರೆ ನೀಡಿದರು. ಕನ್ನಡ ಭವನದಲ್ಲಿ ಗುರುವಾರ ಆಯೋಜಿಸಿದ್ದ ಕಿತ್ತೂರು ರಾಣಿ ಚೆನ್ನಮ್ಮ ಜಯಂತಿ ಕಾರ್ಯಕ್ರಮ ಉದ್ಘಾಟಿಸಿ ಮಾತನಾಡಿದರು. ಬ್ರಿಟಿಷರ ವಿರುದ್ಧ ಹೋರಾಡಿದ ಮೊದಲ ಮಹಿಳೆ ಚೆನ್ನಮ್ಮ. <box>280 116 475 167</box>
headline: ರಾಣಿ ಚೆನ್ನಮ್ಮ ಆದರ್ಶ ಅಳವಡಿಸಿಕೊಳ್ಳಿ: ತಂಗಡಗಿ <box>280 92 508 108</box>
headline: ಟಿಬಿ ಡ್ಯಾಂ ದುರಸ್ತಿ <box>520 663 583 676</box>
registration-mark-icon <box>918 1320 930 1332</box>
headline: ಹೆಣ್ಣು ಭ್ರೂಣ ಹತ್ಯೆ: 7 ಆರೋಪಿಗಳ ಬಂಧನ <box>544 803 768 821</box>
subhead: ನೋಂದಣಿ ಕಡ್ಡಾಯ: <box>720 1354 771 1363</box>
